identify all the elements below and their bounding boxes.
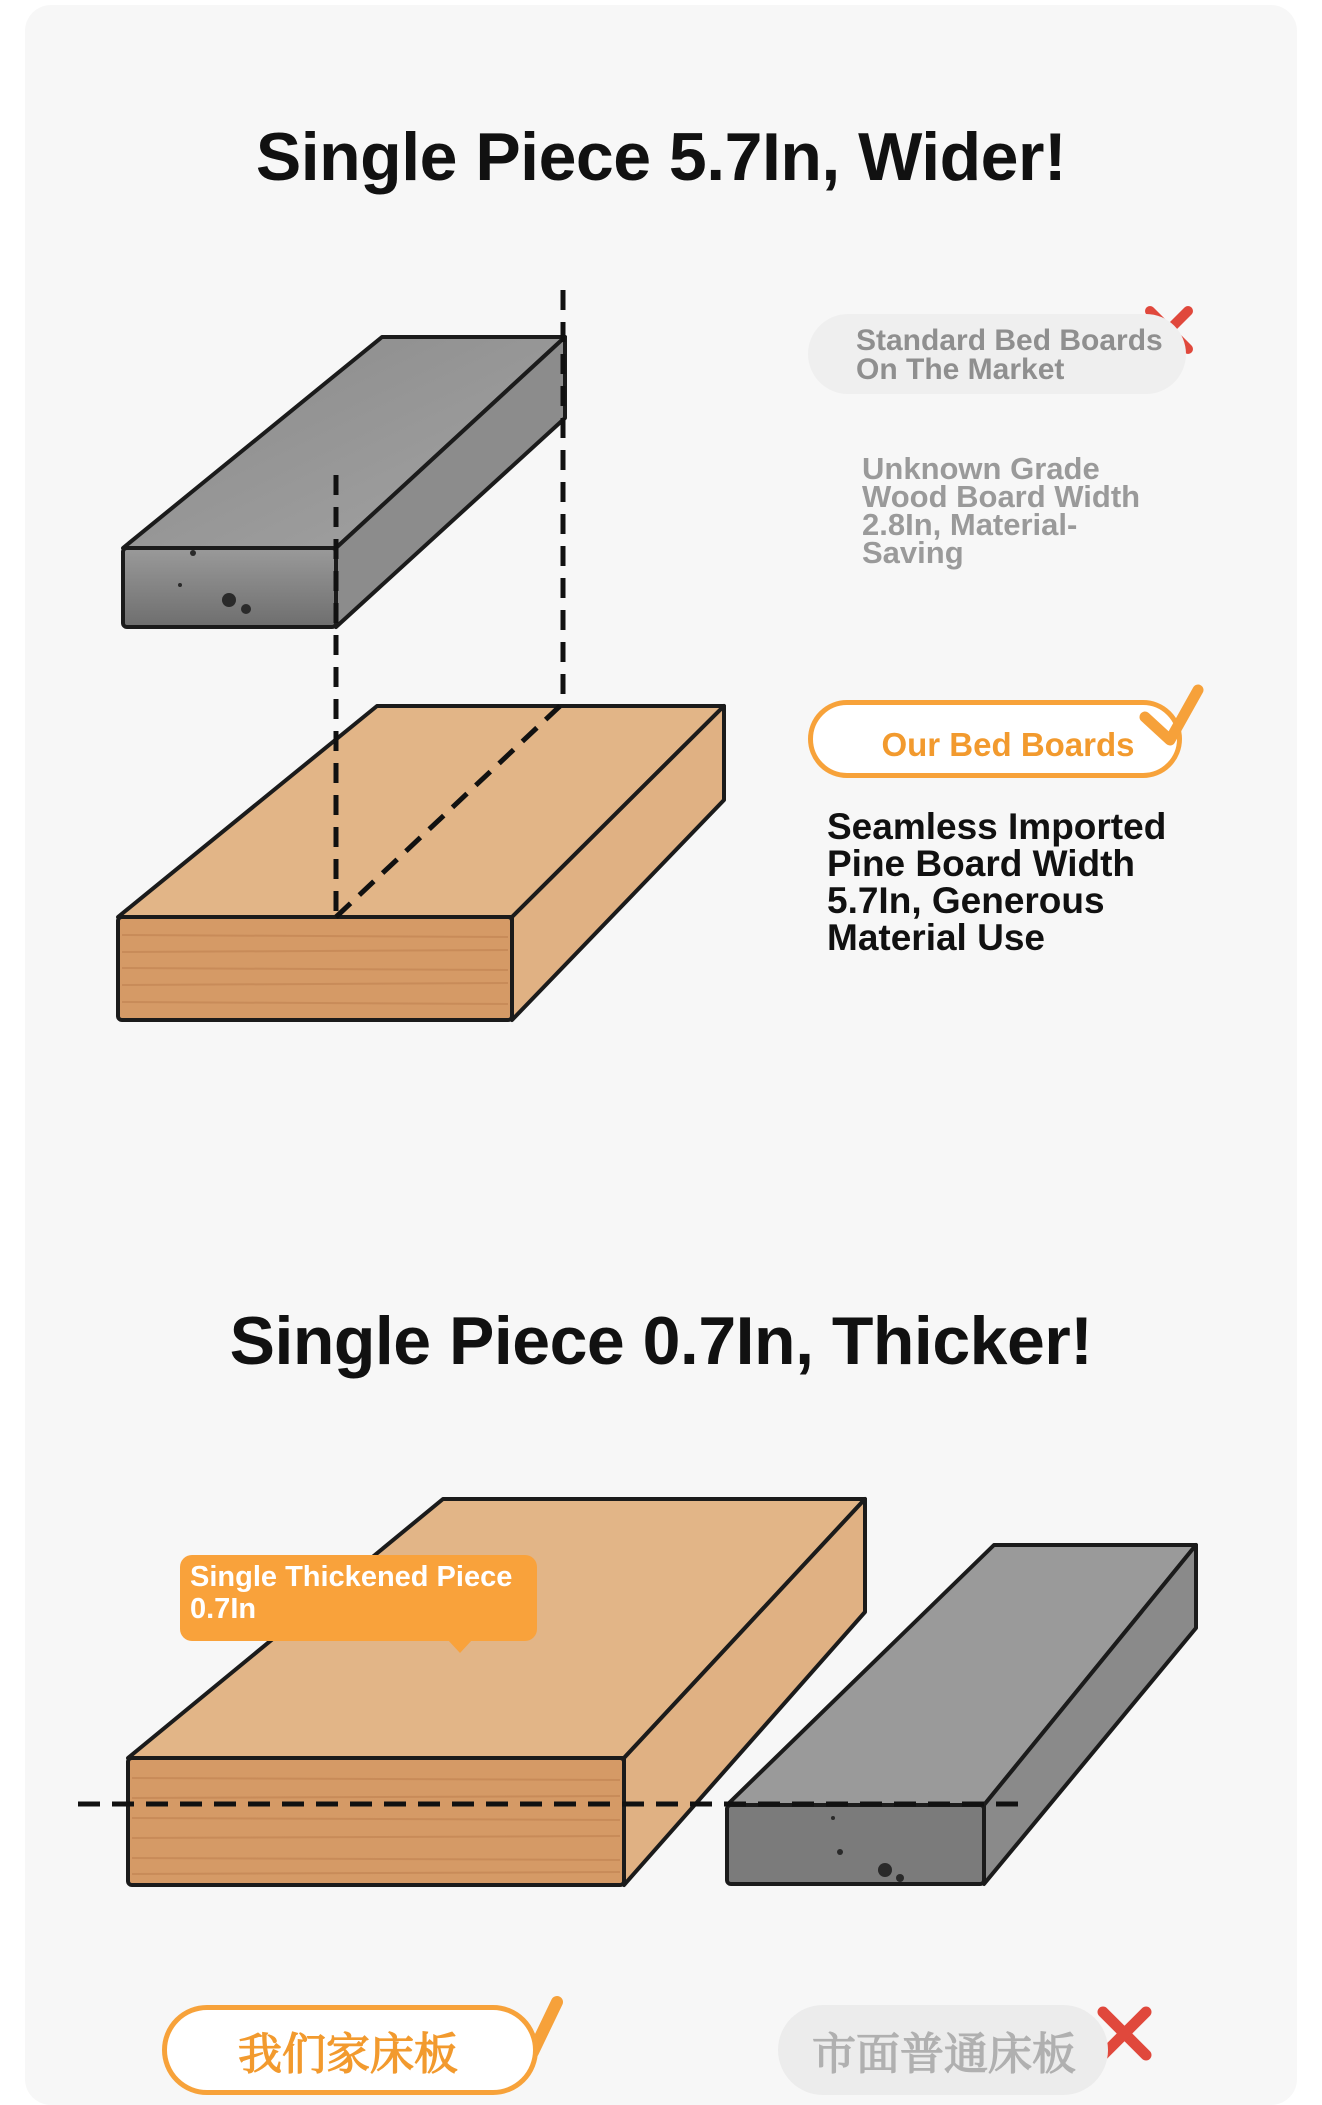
our-bed-board-label: 我们家床板 <box>238 2030 458 2079</box>
section-thicker-title: Single Piece 0.7In, Thicker! <box>229 1303 1093 1379</box>
our-boards-label: Our Bed Boards <box>881 726 1135 763</box>
standard-boards-label: Standard Bed Boards On The Market <box>856 324 1163 386</box>
callout-pointer <box>447 1639 473 1653</box>
our-boards-description: Seamless Imported Pine Board Width 5.7In, Generous Material Use <box>827 806 1167 958</box>
thickness-callout-text: Single Thickened Piece 0.7In <box>190 1561 513 1625</box>
market-bed-board-label: 市面普通床板 <box>812 2030 1076 2079</box>
section-wider-title: Single Piece 5.7In, Wider! <box>255 119 1067 195</box>
standard-boards-description: Unknown Grade Wood Board Width 2.8In, Material-Saving <box>862 451 1141 570</box>
